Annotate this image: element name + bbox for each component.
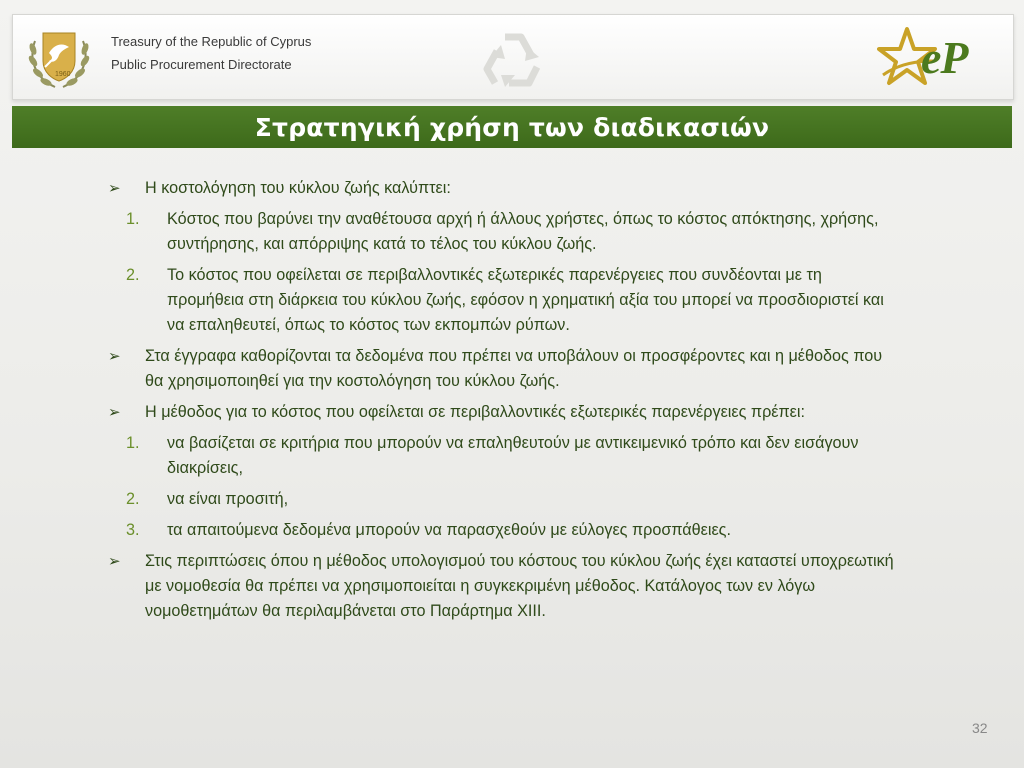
bullet-item (108, 176, 898, 201)
bullet-text: Στις περιπτώσεις όπου η μέθοδος υπολογισμού του κόστους του κύκλου ζωής έχει καταστεί υποχρεωτική με νομοθεσία θα πρέπει να χρησιμοποιείται η συγκεκριμένη μέθοδος. Κατάλογος των εν λόγω νομοθετημάτων θα περιλαμβάνεται στο Παράρτημα XIII. (145, 552, 894, 620)
item-number: 2. (126, 490, 140, 508)
bullet-text: Στα έγγραφα καθορίζονται τα δεδομένα που πρέπει να υποβάλουν οι προσφέροντες και η μέθοδος που θα χρησιμοποιηθεί για την κοστολόγηση του κύκλου ζωής. (145, 347, 883, 390)
recycle-icon (475, 27, 551, 91)
arrow-bullet-icon: ➢ (108, 348, 121, 365)
item-text: να είναι προσιτή, (167, 490, 289, 508)
arrow-bullet-icon: ➢ (108, 404, 121, 421)
numbered-item (108, 487, 898, 512)
item-number: 2. (126, 266, 140, 284)
bullet-text: Η κοστολόγηση του κύκλου ζωής καλύπτει: (145, 179, 451, 197)
ep-logo-text: eP (921, 32, 968, 83)
svg-text:1960: 1960 (55, 71, 71, 78)
item-text: τα απαιτούμενα δεδομένα μπορούν να παρασχεθούν με εύλογες προσπάθειες. (167, 521, 731, 539)
bullet-item (108, 549, 898, 624)
numbered-item (108, 207, 898, 257)
title-bar (12, 106, 1012, 148)
org-name-directorate: Public Procurement Directorate (111, 57, 292, 72)
ep-logo (877, 23, 999, 93)
header-panel (12, 14, 1014, 100)
bullet-text: Η μέθοδος για το κόστος που οφείλεται σε περιβαλλοντικές εξωτερικές παρενέργειες πρέπει: (145, 403, 805, 421)
numbered-item (108, 263, 898, 338)
page-number: 32 (972, 720, 988, 736)
item-number: 3. (126, 521, 140, 539)
cyprus-coat-of-arms-icon (25, 21, 93, 93)
slide-content (108, 176, 898, 630)
arrow-bullet-icon: ➢ (108, 180, 121, 197)
item-text: Το κόστος που οφείλεται σε περιβαλλοντικές εξωτερικές παρενέργειες που συνδέονται με τη προμήθεια στη διάρκεια του κύκλου ζωής, εφόσον η χρηματική αξία του μπορεί να προσδιοριστεί και να επαληθευτεί, όπως το κόστος των εκπομπών ρύπων. (167, 266, 884, 334)
item-number: 1. (126, 210, 140, 228)
item-number: 1. (126, 434, 140, 452)
arrow-bullet-icon: ➢ (108, 553, 121, 570)
numbered-item (108, 518, 898, 543)
bullet-item (108, 400, 898, 425)
bullet-item (108, 344, 898, 394)
item-text: Κόστος που βαρύνει την αναθέτουσα αρχή ή άλλους χρήστες, όπως το κόστος απόκτησης, χρήσης, συντήρησης, και απόρριψης κατά το τέλος του κύκλου ζωής. (167, 210, 879, 253)
item-text: να βασίζεται σε κριτήρια που μπορούν να επαληθευτούν με αντικειμενικό τρόπο και δεν εισάγουν διακρίσεις, (167, 434, 859, 477)
org-name-treasury: Treasury of the Republic of Cyprus (111, 34, 312, 49)
numbered-item (108, 431, 898, 481)
slide-title: Στρατηγική χρήση των διαδικασιών (254, 112, 770, 142)
